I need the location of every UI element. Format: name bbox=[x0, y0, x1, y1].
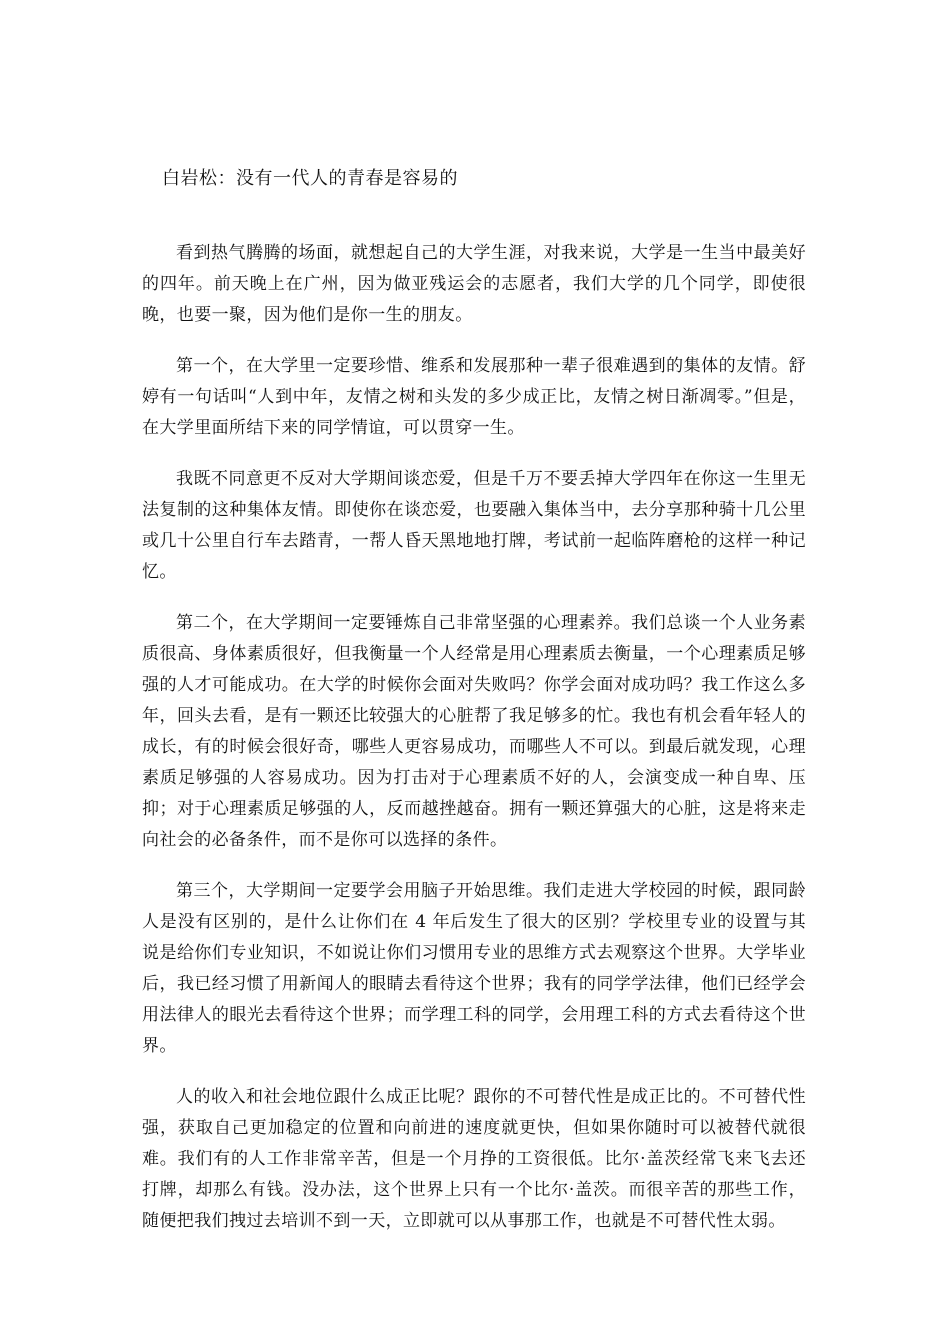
paragraph-4: 第二个，在大学期间一定要锤炼自己非常坚强的心理素养。我们总谈一个人业务素质很高、身体素质很好，但我衡量一个人经常是用心理素质去衡量，一个心理素质足够强的人才可能成功。在大学的时候你会面对失败吗？你学会面对成功吗？我工作这么多年，回头去看，是有一颗还比较强大的心脏帮了我足够多的忙。我也有机会看年轻人的成长，有的时候会很好奇，哪些人更容易成功，而哪些人不可以。到最后就发现，心理素质足够强的人容易成功。因为打击对于心理素质不好的人，会演变成一种自卑、压抑；对于心理素质足够强的人，反而越挫越奋。拥有一颗还算强大的心脏，这是将来走向社会的必备条件，而不是你可以选择的条件。 bbox=[142, 613, 806, 850]
paragraph-1: 看到热气腾腾的场面，就想起自己的大学生涯，对我来说，大学是一生当中最美好的四年。前天晚上在广州，因为做亚残运会的志愿者，我们大学的几个同学，即使很晚，也要一聚，因为他们是你一生的朋友。 bbox=[142, 243, 806, 325]
paragraph-3: 我既不同意更不反对大学期间谈恋爱，但是千万不要丢掉大学四年在你这一生里无法复制的这种集体友情。即使你在谈恋爱，也要融入集体当中，去分享那种骑十几公里或几十公里自行车去踏青，一帮人昏天黑地地打牌，考试前一起临阵磨枪的这样一种记忆。 bbox=[142, 469, 806, 582]
document-title: 白岩松：没有一代人的青春是容易的 bbox=[162, 168, 458, 189]
paragraph-6: 人的收入和社会地位跟什么成正比呢？跟你的不可替代性是成正比的。不可替代性强，获取自己更加稳定的位置和向前进的速度就更快，但如果你随时可以被替代就很难。我们有的人工作非常辛苦，但是一个月挣的工资很低。比尔·盖茨经常飞来飞去还打牌，却那么有钱。没办法，这个世界上只有一个比尔·盖茨。而很辛苦的那些工作，随便把我们拽过去培训不到一天，立即就可以从事那工作，也就是不可替代性太弱。 bbox=[142, 1087, 806, 1231]
document-body bbox=[142, 238, 806, 1257]
paragraph-2: 第一个，在大学里一定要珍惜、维系和发展那种一辈子很难遇到的集体的友情。舒婷有一句话叫“人到中年，友情之树和头发的多少成正比，友情之树日渐凋零。”但是，在大学里面所结下来的同学情谊，可以贯穿一生。 bbox=[142, 356, 806, 438]
paragraph-5: 第三个，大学期间一定要学会用脑子开始思维。我们走进大学校园的时候，跟同龄人是没有区别的，是什么让你们在 4 年后发生了很大的区别？学校里专业的设置与其说是给你们专业知识，不如说让你们习惯用专业的思维方式去观察这个世界。大学毕业后，我已经习惯了用新闻人的眼睛去看待这个世界；我有的同学学法律，他们已经学会用法律人的眼光去看待这个世界；而学理工科的同学，会用理工科的方式去看待这个世界。 bbox=[142, 881, 806, 1056]
